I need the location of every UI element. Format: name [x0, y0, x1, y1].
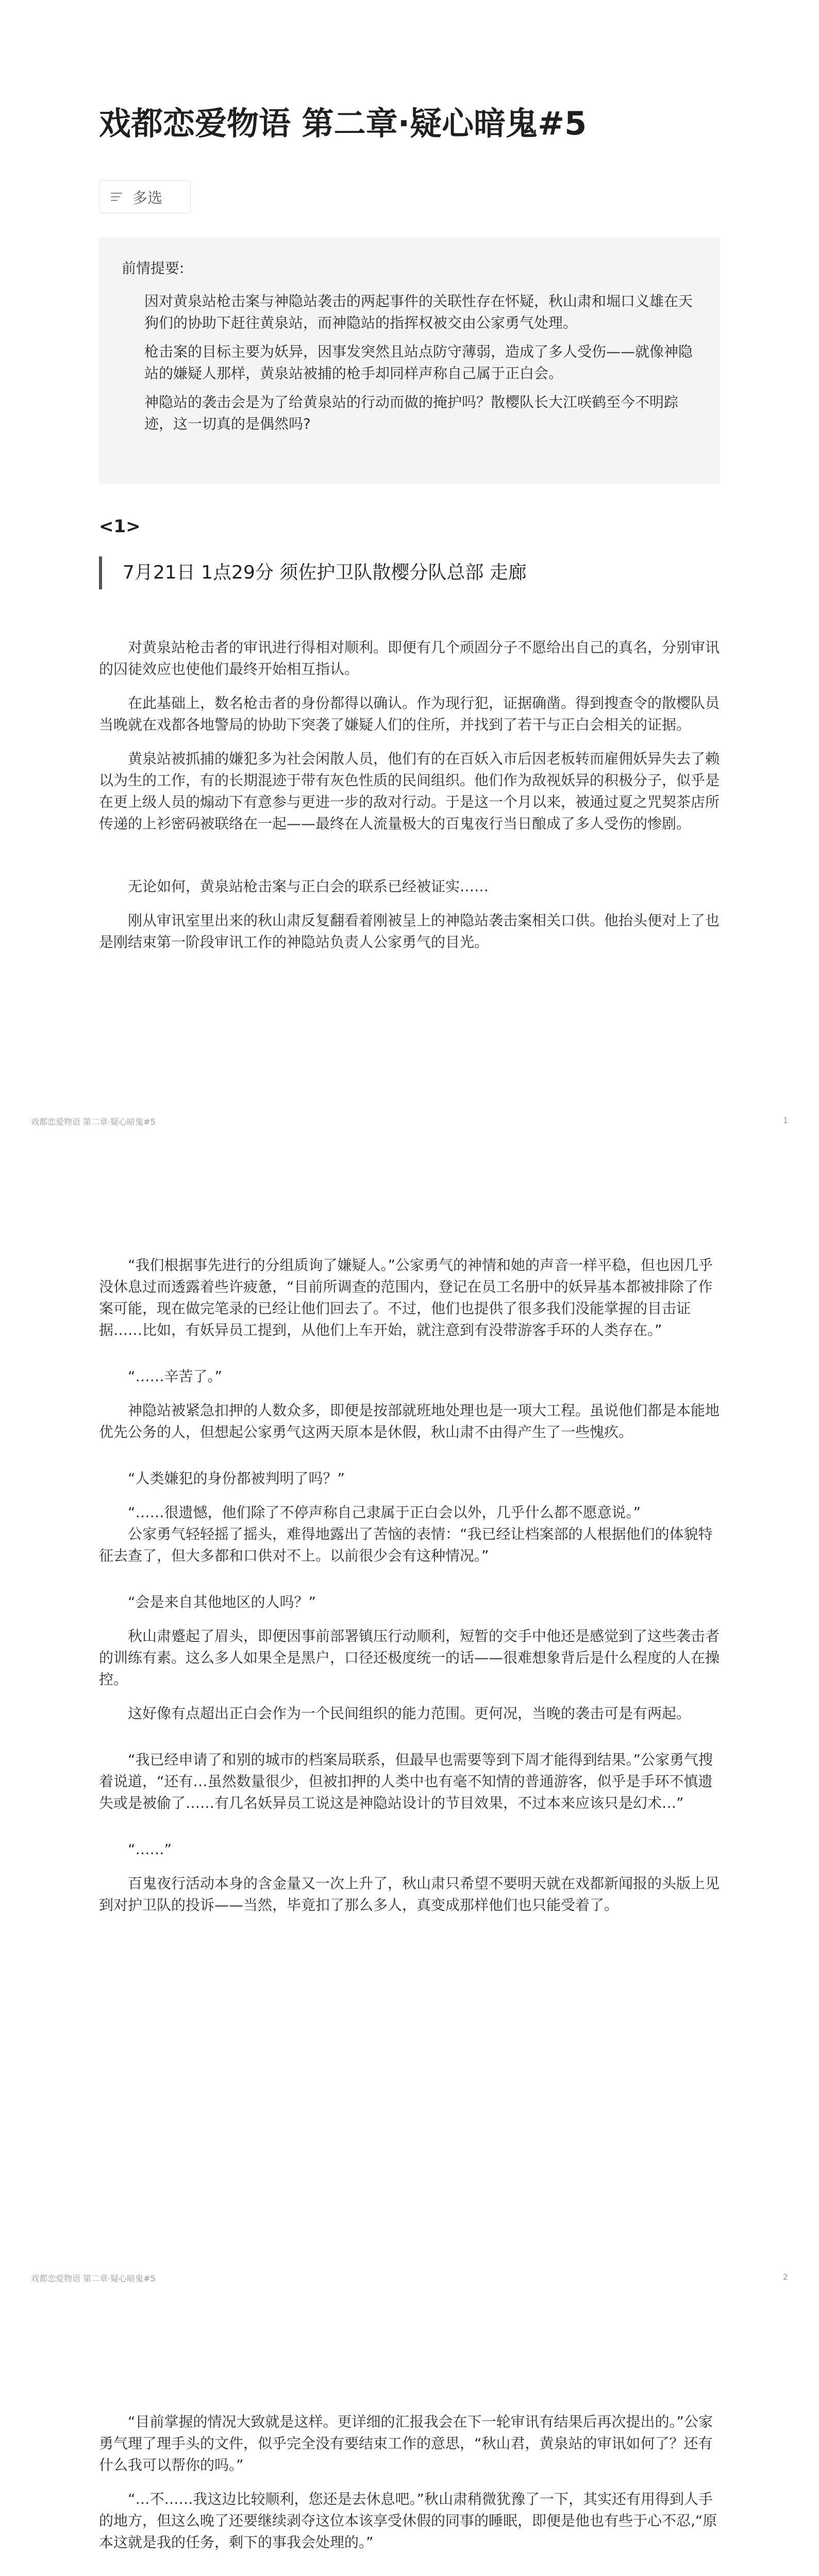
paragraph: 在此基础上，数名枪击者的身份都得以确认。作为现行犯，证据确凿。得到搜查令的散樱队员当晚就在戏都各地警局的协助下突袭了嫌疑人们的住所，并找到了若干与正白会相关的证据。: [99, 694, 720, 733]
paragraph: “……很遗憾，他们除了不停声称自己隶属于正白会以外，几乎什么都不愿意说。”: [128, 1504, 641, 1521]
summary-callout: [99, 237, 720, 484]
footer-title: 戏都恋爱物语 第二章·疑心暗鬼#5: [31, 2274, 156, 2283]
paragraph: 黄泉站被抓捕的嫌犯多为社会闲散人员，他们有的在百妖入市后因老板转而雇佣妖异失去了赖以为生的工作，有的长期混迹于带有灰色性质的民间组织。他们作为敌视妖异的积极分子，似乎是在更上级人员的煽动下有意参与更进一步的敌对行动。于是这一个月以来，被通过夏之咒契茶店所传递的上衫密码被联络在一起——最终在人流量极大的百鬼夜行当日酿成了多人受伤的惨剧。: [99, 750, 720, 832]
paragraph: 百鬼夜行活动本身的含金量又一次上升了，秋山肃只希望不要明天就在戏都新闻报的头版上见到对护卫队的投诉——当然，毕竟扣了那么多人，真变成那样他们也只能受着了。: [99, 1875, 720, 1913]
paragraph: “…不……我这边比较顺利，您还是去休息吧。”秋山肃稍微犹豫了一下，其实还有用得到人手的地方，但这么晚了还要继续剥夺这位本该享受休假的同事的睡眠，即便是他也有些于心不忍,“原本这就是我的任务，剩下的事我会处理的。”: [99, 2490, 717, 2551]
paragraph: “我们根据事先进行的分组质询了嫌疑人。”公家勇气的神情和她的声音一样平稳，但也因几乎没休息过而透露着些许疲惫，“目前所调查的范围内，登记在员工名册中的妖异基本都被排除了作案可能，现在做完笔录的已经让他们回去了。不过，他们也提供了很多我们没能掌握的目击证据……比如，有妖异员工提到，从他们上车开始，就注意到有没带游客手环的人类存在。”: [99, 1257, 713, 1338]
page-footer: [0, 2272, 819, 2287]
page-body: [99, 637, 720, 953]
paragraph: 刚从审讯室里出来的秋山肃反复翻看着刚被呈上的神隐站袭击案相关口供。他抬头便对上了也是刚结束第一阶段审讯工作的神隐站负责人公家勇气的目光。: [99, 912, 720, 951]
paragraph: “……”: [128, 1841, 172, 1858]
page-1: [0, 0, 819, 1157]
paragraph: “我已经申请了和别的城市的档案局联系，但最早也需要等到下周才能得到结果。”公家勇气搜着说道，“还有…虽然数量很少，但被扣押的人类中也有毫不知情的普通游客，似乎是手环不慎遗失或是被偷了……有几名妖异员工说这是神隐站设计的节目效果，不过本来应该只是幻术…”: [99, 1751, 713, 1811]
page-footer: [0, 1115, 819, 1131]
paragraph: 这好像有点超出正白会作为一个民间组织的能力范围。更何况，当晚的袭击可是有两起。: [128, 1705, 691, 1722]
page-body: [99, 1255, 720, 1916]
paragraph: “会是来自其他地区的人吗？”: [128, 1594, 316, 1611]
list-icon: [111, 193, 122, 201]
paragraph: 对黄泉站枪击者的审讯进行得相对顺利。即便有几个顽固分子不愿给出自己的真名，分别审讯的囚徒效应也使他们最终开始相互指认。: [99, 639, 720, 677]
summary-item: 枪击案的目标主要为妖异，因事发突然且站点防守薄弱，造成了多人受伤——就像神隐站的嫌疑人那样，黄泉站被捕的枪手却同样声称自己属于正白会。: [144, 343, 693, 382]
paragraph: 无论如何，黄泉站枪击案与正白会的联系已经被证实……: [128, 878, 489, 895]
page-number: 1: [782, 1115, 788, 1125]
paragraph: 秋山肃蹙起了眉头，即便因事前部署镇压行动顺利，短暂的交手中他还是感觉到了这些袭击者的训练有素。这么多人如果全是黑户，口径还极度统一的话——很难想象背后是什么程度的人在操控。: [99, 1628, 720, 1688]
page-3: [0, 2313, 819, 2576]
summary-item: 因对黄泉站枪击案与神隐站袭击的两起事件的关联性存在怀疑，秋山肃和堀口义雄在天狗们的协助下赶往黄泉站，而神隐站的指挥权被交由公家勇气处理。: [144, 293, 693, 331]
page-title: 戏都恋爱物语 第二章·疑心暗鬼#5: [99, 105, 587, 142]
chapter-heading: <1>: [99, 516, 141, 537]
paragraph: “人类嫌犯的身份都被判明了吗？”: [128, 1470, 345, 1487]
paragraph: 神隐站被紧急扣押的人数众多，即便是按部就班地处理也是一项大工程。虽说他们都是本能地优先公务的人，但想起公家勇气这两天原本是休假，秋山肃不由得产生了一些愧疚。: [99, 1402, 720, 1440]
paragraph: 公家勇气轻轻摇了摇头，难得地露出了苦恼的表情：“我已经让档案部的人根据他们的体貌特征去查了，但大多都和口供对不上。以前很少会有这种情况。”: [99, 1526, 713, 1564]
footer-title: 戏都恋爱物语 第二章·疑心暗鬼#5: [31, 1117, 156, 1127]
summary-item: 神隐站的袭击会是为了给黄泉站的行动而做的掩护吗？散樱队长大江咲鹤至今不明踪迹，这一切真的是偶然吗?: [144, 394, 679, 432]
multiselect-tag[interactable]: [99, 180, 191, 213]
tag-label: 多选: [132, 189, 163, 207]
paragraph: “目前掌握的情况大致就是这样。更详细的汇报我会在下一轮审讯有结果后再次提出的。”公家勇气理了理手头的文件，似乎完全没有要结束工作的意思，“秋山君，黄泉站的审讯如何了？还有什么我可以帮你的吗。”: [99, 2413, 713, 2473]
scene-heading: 7月21日 1点29分 须佐护卫队散樱分队总部 走廊: [99, 556, 527, 589]
paragraph: “……辛苦了。”: [128, 1368, 223, 1385]
summary-lead: 前情提要:: [122, 260, 185, 277]
page-2: [0, 1157, 819, 2313]
page-number: 2: [782, 2272, 788, 2282]
page-body: [99, 2411, 720, 2576]
